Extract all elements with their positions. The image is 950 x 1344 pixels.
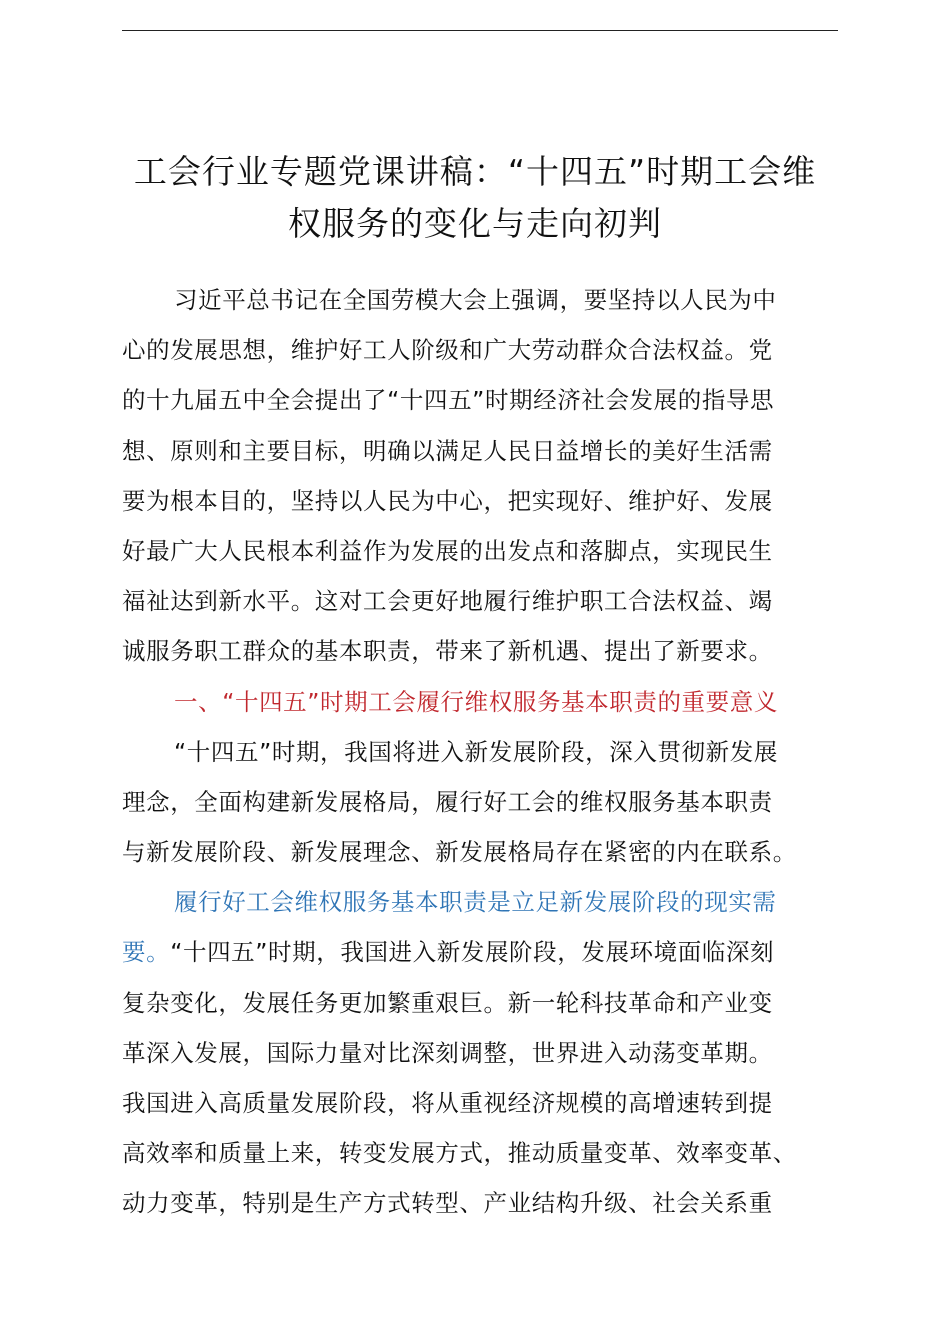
paragraph-1-line: 诚服务职工群众的基本职责，带来了新机遇、提出了新要求。	[122, 637, 773, 666]
header-rule	[122, 30, 838, 31]
paragraph-1-line: 的十九届五中全会提出了“十四五”时期经济社会发展的指导思	[122, 386, 775, 415]
paragraph-1-line: 要为根本目的，坚持以人民为中心，把实现好、维护好、发展	[122, 486, 773, 515]
document-body	[122, 275, 838, 1229]
title-line-1: 工会行业专题党课讲稿：“十四五”时期工会维	[133, 152, 817, 191]
section-1-heading: 一、“十四五”时期工会履行维权服务基本职责的重要意义	[174, 687, 778, 716]
paragraph-1-line: 心的发展思想，维护好工人阶级和广大劳动群众合法权益。党	[122, 336, 773, 365]
paragraph-2-line: 与新发展阶段、新发展理念、新发展格局存在紧密的内在联系。	[122, 838, 797, 867]
paragraph-1-line: 好最广大人民根本利益作为发展的出发点和落脚点，实现民生	[122, 536, 773, 565]
paragraph-2-line: “十四五”时期，我国将进入新发展阶段，深入贯彻新发展	[174, 737, 778, 766]
paragraph-3-line: 复杂变化，发展任务更加繁重艰巨。新一轮科技革命和产业变	[122, 988, 773, 1017]
paragraph-3-lead-line: 履行好工会维权服务基本职责是立足新发展阶段的现实需	[174, 888, 777, 917]
paragraph-3-line: 革深入发展，国际力量对比深刻调整，世界进入动荡变革期。	[122, 1038, 773, 1067]
paragraph-3-line	[122, 927, 838, 977]
paragraph-3-line: 我国进入高质量发展阶段，将从重视经济规模的高增速转到提	[122, 1089, 773, 1117]
paragraph-3-lead-end: 要。	[122, 938, 171, 967]
paragraph-1-line: 福祉达到新水平。这对工会更好地履行维护职工合法权益、竭	[122, 587, 773, 616]
paragraph-1-line: 习近平总书记在全国劳模大会上强调，要坚持以人民为中	[174, 286, 777, 314]
paragraph-3-line: 高效率和质量上来，转变发展方式，推动质量变革、效率变革、	[122, 1139, 797, 1168]
document-title	[100, 146, 850, 250]
title-line-2: 权服务的变化与走向初判	[288, 204, 662, 243]
paragraph-3-line-rest: “十四五”时期，我国进入新发展阶段，发展环境面临深刻	[170, 938, 775, 967]
paragraph-1-line: 想、原则和主要目标，明确以满足人民日益增长的美好生活需	[122, 436, 773, 465]
paragraph-3-line: 动力变革，特别是生产方式转型、产业结构升级、社会关系重	[122, 1189, 773, 1218]
paragraph-2-line: 理念，全面构建新发展格局，履行好工会的维权服务基本职责	[122, 787, 773, 816]
